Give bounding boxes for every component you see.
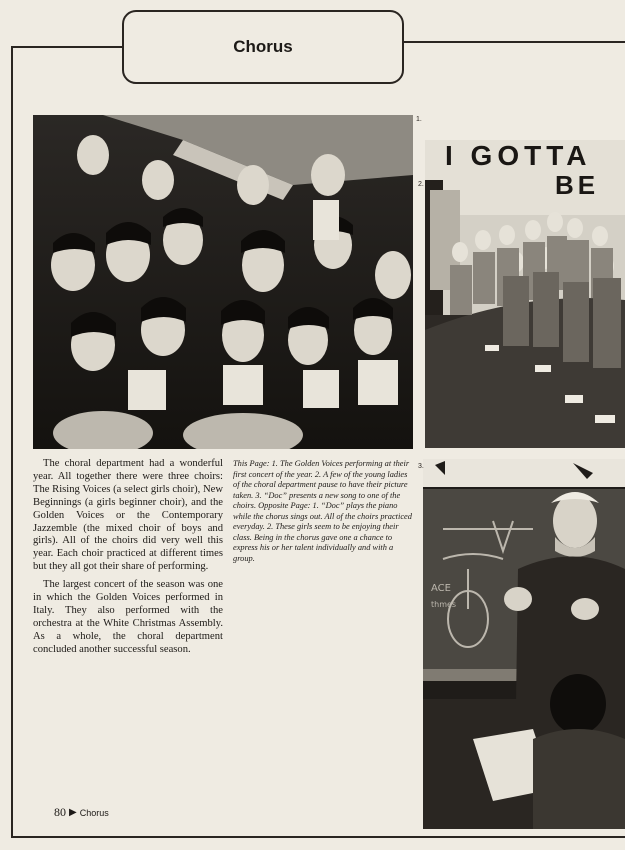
frame-left-line — [11, 46, 13, 838]
page-number: 80 — [54, 805, 66, 819]
frame-top-line — [398, 41, 625, 43]
article-body — [33, 458, 223, 657]
banner-line-1: I GOTTA — [445, 140, 592, 171]
frame-left-top-stub — [11, 46, 123, 48]
photo-doc-at-chalkboard — [423, 459, 625, 829]
photo-number-2: 2. — [418, 181, 424, 188]
body-paragraph-2: The largest concert of the season was one in which the Golden Voices performed in Italy. They also performed with the orchestra at the White Christmas Assembly. As a whole, the choral department concluded another successful season. — [33, 579, 223, 655]
play-arrow-icon: ▶ — [69, 807, 77, 818]
svg-text:thmes: thmes — [431, 600, 457, 609]
choir-photo-image — [33, 115, 413, 449]
frame-bottom-line — [11, 836, 625, 838]
banner-line-2: BE — [555, 170, 600, 200]
page-folio — [54, 805, 109, 820]
photo-number-3: 3. — [418, 463, 424, 470]
folio-section-label: Chorus — [79, 807, 109, 818]
body-paragraph-1: The choral department had a wonderful year. All together there were three choirs: The Rising Voices (a select girls choir), New Beginnings (a girls beginner choir), and the Golden Voices or the Contemporary Jazzemble (the mixed choir of boys and girls). All of the choirs did very well this year. Each choir practiced at different times but they all got their share of performing. — [33, 458, 223, 573]
photo-number-1: 1. — [416, 116, 422, 123]
doc-photo-image — [423, 459, 625, 829]
page-title: Chorus — [233, 37, 293, 56]
photo-girls-chorus-room — [425, 140, 625, 448]
page-title-tab — [122, 10, 404, 84]
photo-choir-performing — [33, 115, 413, 449]
svg-text:ACE: ACE — [431, 583, 451, 594]
photo-caption: This Page: 1. The Golden Voices performing at their first concert of the year. 2. A few of the young ladies of the choral department pause to have their picture taken. 3. “Doc” presents a new song to one of the choirs. Opposite Page: 1. “Doc” plays the piano while the chorus sings out. All of the choirs practiced everyday. 2. These girls seem to be enjoying their class. Being in the chorus gave one a chance to express his or her talent individually and with a group. — [233, 459, 412, 563]
